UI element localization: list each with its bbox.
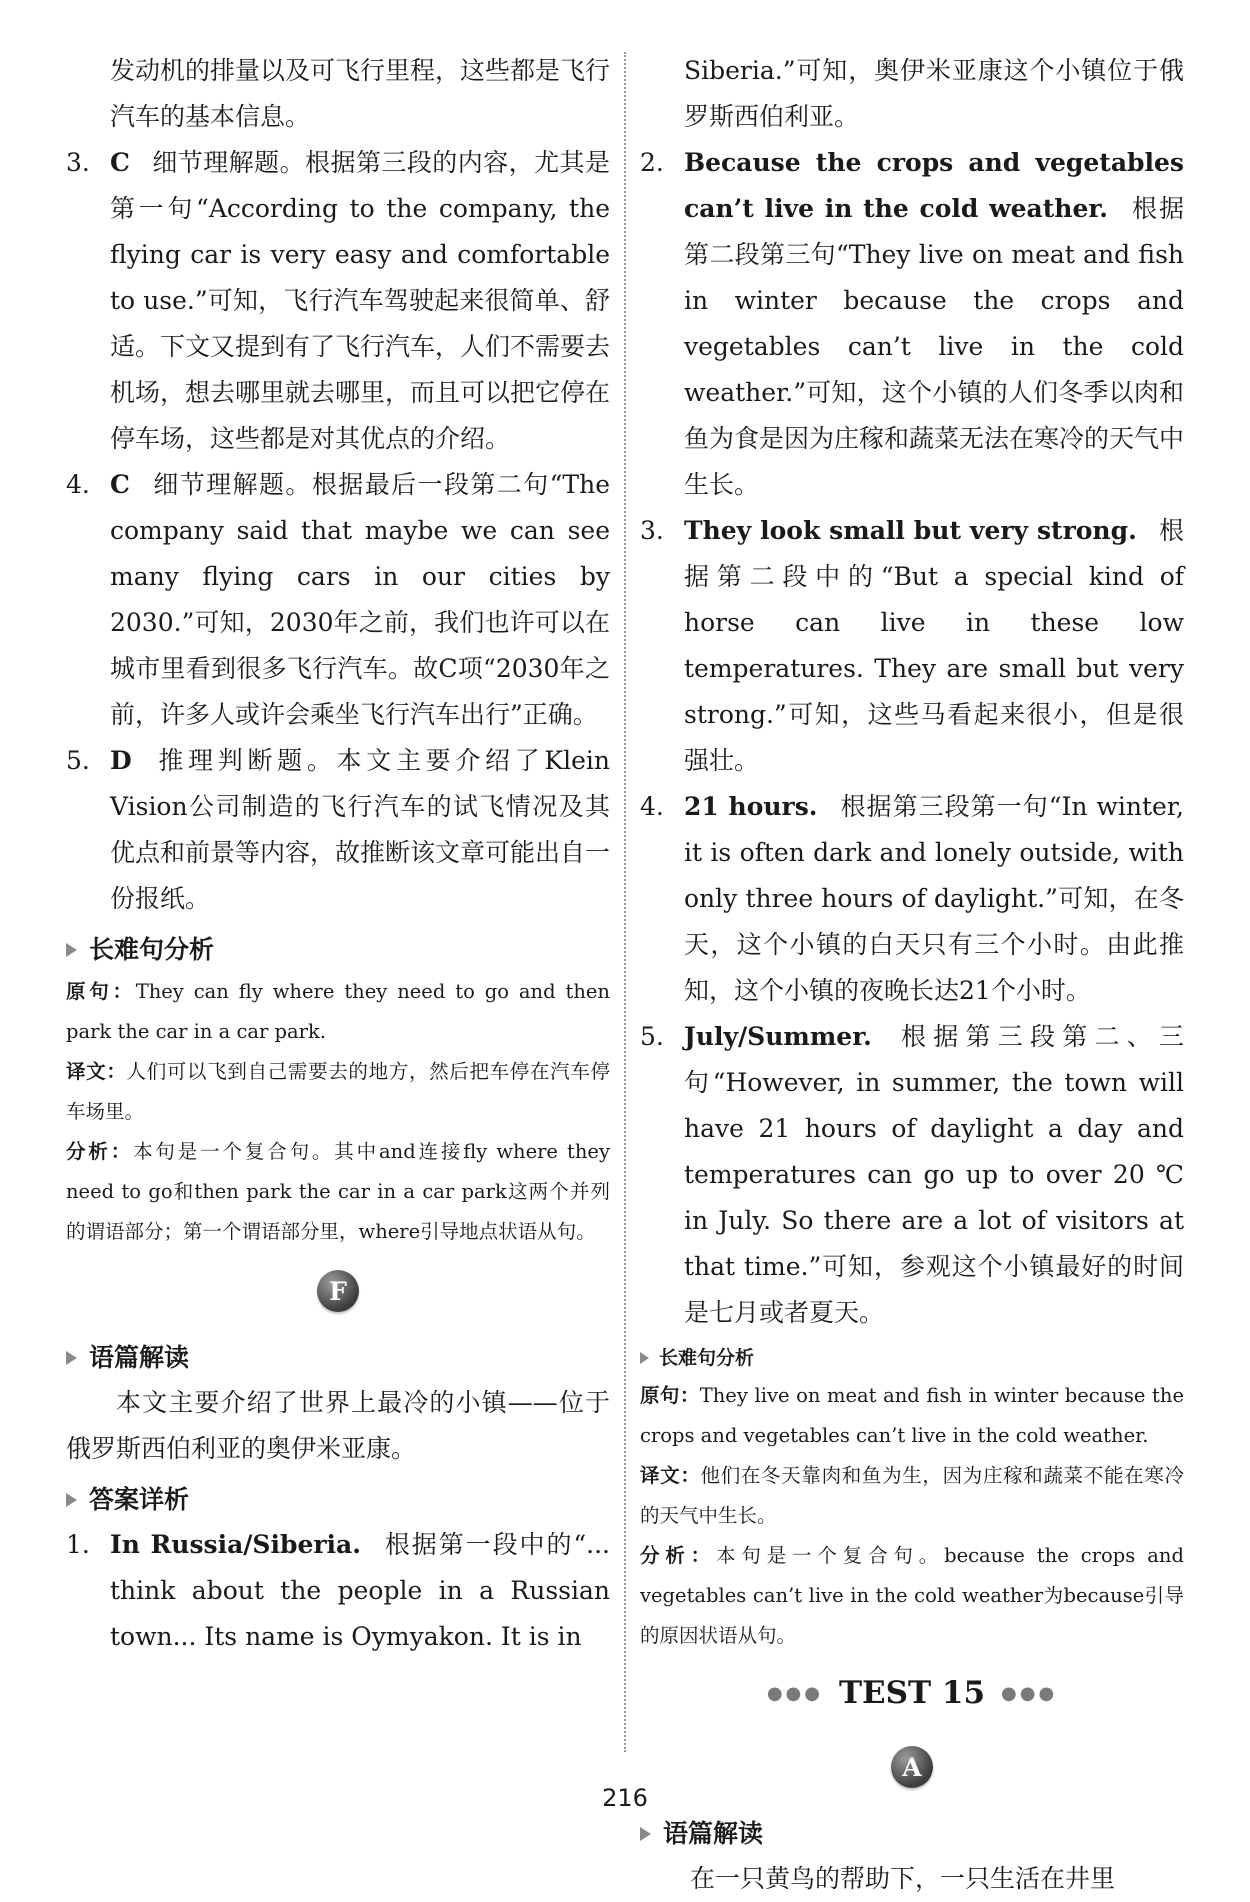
label: 分析： [640,1544,717,1567]
column-divider [624,52,626,1752]
label: 分析： [66,1140,134,1163]
answer-key: Because the crops and vegetables can’t live in the cold weather. [684,148,1184,223]
continued-text: Siberia.”可知，奥伊米亚康这个小镇位于俄罗斯西伯利亚。 [684,56,1184,131]
label: 原句： [640,1384,700,1407]
test-title-bar [640,1658,1184,1728]
item-number: 2. [640,148,664,177]
item-number: 1. [66,1530,90,1559]
passage-badge-wrap [66,1252,610,1330]
value: They can fly where they need to go and then park the car in a car park. [66,980,610,1043]
answer-item-3 [640,508,1184,784]
value: They live on meat and fish in winter because the crops and vegetables can’t live in the cold weather. [640,1384,1184,1447]
explanation: 根据第一段中的“... think about the people in a Russian town... Its name is Oymyakon. It is in [110,1530,611,1651]
value: 本句是一个复合句。because the crops and vegetables can’t live in the cold weather为because引导的原因状语从句。 [640,1544,1184,1647]
item-number: 4. [66,470,90,499]
triangle-bullet-icon [66,1493,77,1507]
item-number: 5. [66,746,90,775]
explanation: 细节理解题。根据最后一段第二句“The company said that maybe we can see many flying cars in our cities by 2030.”可知，2030年之前，我们也许可以在城市里看到很多飞行汽车。故C项“2030年之前，许多人或许会乘坐飞行汽车出行”正确。 [110,470,610,729]
heading-label: 语篇解读 [663,1819,764,1848]
section-heading-answers [66,1478,610,1522]
answer-key: C [110,470,130,499]
explanation: 根据第二段第三句“They live on meat and fish in winter because the crops and vegetables can’t live in the cold weather.”可知，这个小镇的人们冬季以肉和鱼为食是因为庄稼和蔬菜无法在寒冷的天气中生长。 [684,194,1185,499]
original-sentence [66,972,610,1052]
label: 译文： [640,1464,701,1487]
translation [640,1456,1184,1536]
explanation: 根据第二段中的“But a special kind of horse can live in these low temperatures. They are small but very strong.”可知，这些马看起来很小，但是很强壮。 [684,516,1184,775]
answer-item-2 [640,140,1184,508]
translation [66,1052,610,1132]
heading-label: 长难句分析 [89,935,215,964]
grammar-analysis [640,1536,1184,1656]
reading-summary: 在一只黄鸟的帮助下，一只生活在井里 [690,1864,1116,1893]
answer-key: They look small but very strong. [684,516,1137,545]
explanation: 根据第三段第一句“In winter, it is often dark and lonely outside, with only three hours of daylight.”可知，在冬天，这个小镇的白天只有三个小时。由此推知，这个小镇的夜晚长达21个小时。 [684,792,1184,1005]
answer-item-5 [640,1014,1184,1336]
value: 他们在冬天靠肉和鱼为生，因为庄稼和蔬菜不能在寒冷的天气中生长。 [640,1464,1184,1527]
answer-key: C [110,148,130,177]
label: 译文： [66,1060,127,1083]
grammar-analysis [66,1132,610,1252]
test-title: TEST 15 [838,1675,986,1711]
answer-item-3 [66,140,610,462]
triangle-bullet-icon [640,1827,651,1841]
dots-decoration-icon: ●●● [1001,1682,1058,1704]
triangle-bullet-icon [66,1351,77,1365]
answer-key: 21 hours. [684,792,818,821]
heading-label: 答案详析 [89,1485,190,1514]
item-number: 3. [640,516,664,545]
item-number: 5. [640,1022,664,1051]
explanation: 推理判断题。本文主要介绍了Klein Vision公司制造的飞行汽车的试飞情况及其优点和前景等内容，故推断该文章可能出自一份报纸。 [110,746,611,913]
page-number: 216 [602,1784,648,1812]
continued-text: 发动机的排量以及可飞行里程，这些都是飞行汽车的基本信息。 [110,56,611,131]
triangle-bullet-icon [640,1352,649,1364]
item-number: 3. [66,148,90,177]
answer-item-4 [640,784,1184,1014]
label: 原句： [66,980,136,1003]
triangle-bullet-icon [66,943,77,957]
original-sentence [640,1376,1184,1456]
answer-key: In Russia/Siberia. [110,1530,361,1559]
section-heading-reading [66,1336,610,1380]
heading-label: 长难句分析 [659,1347,755,1369]
section-heading-sentence-analysis [66,928,610,972]
answer-item-5 [66,738,610,922]
item-number: 4. [640,792,664,821]
heading-label: 语篇解读 [89,1343,190,1372]
answer-item-4 [66,462,610,738]
answer-key: D [110,746,132,775]
value: 本句是一个复合句。其中and连接fly where they need to go和then park the car in a car park这两个并列的谓语部分；第一个谓语部分里，where引导地点状语从句。 [66,1140,610,1243]
section-heading-reading [640,1812,1184,1856]
value: 人们可以飞到自己需要去的地方，然后把车停在汽车停车场里。 [66,1060,610,1123]
explanation: 细节理解题。根据第三段的内容，尤其是第一句“According to the company, the flying car is very easy and comfortable to use.”可知，飞行汽车驾驶起来很简单、舒适。下文又提到有了飞行汽车，人们不需要去机场，想去哪里就去哪里，而且可以把它停在停车场，这些都是对其优点的介绍。 [110,148,611,453]
answer-item-1 [66,1522,610,1660]
right-column [640,48,1184,1902]
passage-letter-badge: F [317,1270,359,1312]
passage-letter-badge: A [891,1746,933,1788]
section-heading-sentence-analysis [640,1340,1184,1376]
reading-summary: 本文主要介绍了世界上最冷的小镇——位于俄罗斯西伯利亚的奥伊米亚康。 [66,1388,610,1463]
dots-decoration-icon: ●●● [766,1682,823,1704]
left-column [66,48,610,1660]
answer-key: July/Summer. [684,1022,872,1051]
explanation: 根据第三段第二、三句“However, in summer, the town will have 21 hours of daylight a day and temperatures can go up to over 20 ℃ in July. So there are a lot of visitors at that time.”可知，参观这个小镇最好的时间是七月或者夏天。 [684,1022,1184,1327]
